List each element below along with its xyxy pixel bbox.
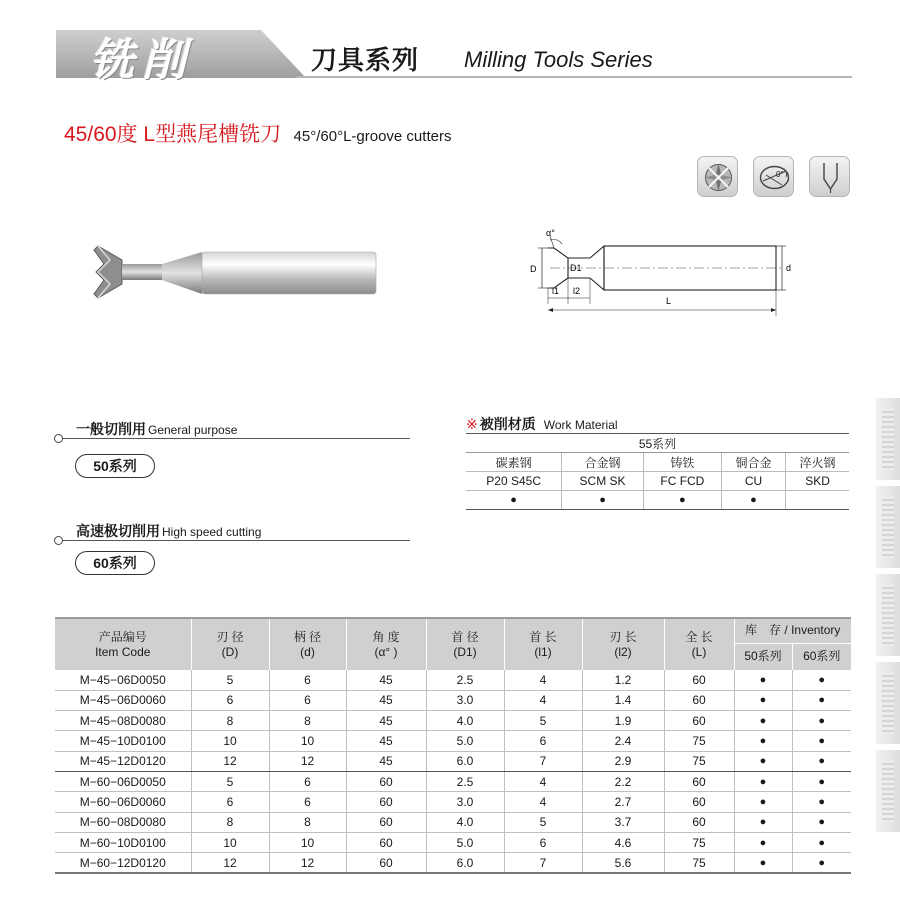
material-availability-dot: ● [466, 491, 562, 510]
inventory-dot-cell: ● [734, 690, 792, 710]
item-code-cell: M−45−08D0080 [55, 711, 191, 731]
spec-value-cell: 2.5 [426, 670, 504, 690]
technical-drawing [520, 224, 800, 324]
spec-value-cell: 12 [191, 751, 269, 771]
col-header-inv60: 60系列 [792, 643, 851, 670]
spec-value-cell: 5 [504, 711, 582, 731]
inventory-dot-cell: ● [734, 771, 792, 791]
spec-value-cell: 4 [504, 771, 582, 791]
spec-value-cell: 60 [664, 812, 734, 832]
inventory-dot-cell: ● [734, 731, 792, 751]
col-header-en: (d) [300, 644, 315, 659]
spec-value-cell: 2.5 [426, 771, 504, 791]
general-purpose-rule [60, 438, 410, 439]
spec-value-cell: 45 [346, 731, 426, 751]
col-header-cn: 全 长 [685, 629, 713, 644]
spec-value-cell: 2.9 [582, 751, 664, 771]
spec-value-cell: 60 [346, 832, 426, 852]
spec-value-cell: 10 [191, 731, 269, 751]
col-header-l2 [582, 618, 664, 670]
material-availability-dot: ● [721, 491, 785, 510]
col-header-L [664, 618, 734, 670]
material-code: FC FCD [643, 472, 721, 491]
spec-value-cell: 60 [664, 771, 734, 791]
dim-l1-label: l1 [552, 286, 560, 296]
col-header-cn: 柄 径 [293, 629, 322, 644]
spec-value-cell: 6.0 [426, 751, 504, 771]
spec-value-cell: 6 [504, 832, 582, 852]
edge-tab [876, 398, 900, 480]
inventory-dot-cell: ● [734, 711, 792, 731]
spec-value-cell: 75 [664, 853, 734, 873]
header-title-cn: 刀具系列 [311, 45, 420, 75]
col-header-cn: 角 度 [372, 629, 400, 644]
spec-value-cell: 6 [504, 731, 582, 751]
item-code-cell: M−60−06D0050 [55, 771, 191, 791]
spec-value-cell: 60 [346, 853, 426, 873]
material-name: 淬火钢 [786, 453, 849, 472]
spec-value-cell: 60 [346, 771, 426, 791]
col-header-angle [346, 618, 426, 670]
spec-value-cell: 6 [269, 670, 346, 690]
item-code-cell: M−60−10D0100 [55, 832, 191, 852]
item-code-cell: M−45−06D0060 [55, 690, 191, 710]
spec-value-cell: 45 [346, 670, 426, 690]
col-header-l1 [504, 618, 582, 670]
material-code: CU [721, 472, 785, 491]
spec-value-cell: 8 [191, 812, 269, 832]
inventory-dot-cell: ● [792, 751, 851, 771]
col-header-inv50: 50系列 [734, 643, 792, 670]
general-purpose-label [76, 419, 237, 439]
inventory-dot-cell: ● [792, 690, 851, 710]
inventory-dot-cell: ● [792, 711, 851, 731]
spec-value-cell: 60 [346, 812, 426, 832]
dovetail-tip-icon [809, 156, 850, 197]
spec-value-cell: 6.0 [426, 853, 504, 873]
spec-value-cell: 4 [504, 690, 582, 710]
spec-value-cell: 60 [664, 711, 734, 731]
work-material-heading [466, 414, 618, 434]
item-code-cell: M−60−06D0060 [55, 792, 191, 812]
spec-value-cell: 8 [269, 812, 346, 832]
inventory-dot-cell: ● [792, 812, 851, 832]
material-name: 铸铁 [643, 453, 721, 472]
edge-tab [876, 486, 900, 568]
spec-value-cell: 5 [191, 771, 269, 791]
spec-value-cell: 75 [664, 832, 734, 852]
edge-tab [876, 662, 900, 744]
material-availability-dot: ● [562, 491, 644, 510]
spec-value-cell: 5.6 [582, 853, 664, 873]
spec-value-cell: 5 [504, 812, 582, 832]
spec-value-cell: 75 [664, 731, 734, 751]
col-header-cn: 产品编号 [98, 629, 147, 644]
spec-value-cell: 10 [269, 731, 346, 751]
high-speed-rule [60, 540, 410, 541]
table-row [55, 670, 851, 690]
col-header-en: (L) [691, 644, 707, 659]
material-name: 铜合金 [721, 453, 785, 472]
material-code: P20 S45C [466, 472, 562, 491]
inventory-dot-cell: ● [734, 812, 792, 832]
spec-value-cell: 4.0 [426, 711, 504, 731]
spec-value-cell: 10 [191, 832, 269, 852]
table-row [55, 711, 851, 731]
spec-value-cell: 12 [269, 853, 346, 873]
spec-value-cell: 60 [346, 792, 426, 812]
material-availability-row [466, 491, 849, 510]
helix-angle-icon [753, 156, 794, 197]
work-material-series: 55系列 [466, 434, 849, 453]
spec-value-cell: 6 [269, 771, 346, 791]
dim-D1-label: D1 [570, 263, 582, 273]
col-header-D1 [426, 618, 504, 670]
inventory-dot-cell: ● [734, 670, 792, 690]
material-name: 合金钢 [562, 453, 644, 472]
dim-d-label: d [786, 263, 792, 273]
spec-value-cell: 6 [191, 690, 269, 710]
spec-value-cell: 2.2 [582, 771, 664, 791]
spec-value-cell: 7 [504, 751, 582, 771]
high-speed-label [76, 521, 261, 541]
high-speed-dot [54, 536, 63, 545]
spec-value-cell: 2.4 [582, 731, 664, 751]
spec-table-body [55, 670, 851, 873]
col-header-en: (l1) [534, 644, 552, 659]
col-header-en: (D) [221, 644, 239, 659]
edge-tab [876, 574, 900, 656]
spec-value-cell: 5.0 [426, 731, 504, 751]
spec-value-cell: 45 [346, 711, 426, 731]
material-name: 碳素钢 [466, 453, 562, 472]
product-title-cn: 45/60度 L型燕尾槽铣刀 [64, 123, 282, 146]
spec-value-cell: 5 [191, 670, 269, 690]
spec-value-cell: 10 [269, 832, 346, 852]
col-header-cn: 刃 长 [609, 629, 637, 644]
item-code-cell: M−45−06D0050 [55, 670, 191, 690]
inventory-dot-cell: ● [734, 832, 792, 852]
spec-value-cell: 4.0 [426, 812, 504, 832]
material-name-row [466, 453, 849, 472]
col-header-cn: 刃 径 [216, 629, 244, 644]
spec-value-cell: 7 [504, 853, 582, 873]
inventory-dot-cell: ● [792, 832, 851, 852]
material-code: SCM SK [562, 472, 644, 491]
spec-value-cell: 6 [191, 792, 269, 812]
col-header-cn: 首 径 [451, 629, 479, 644]
spec-value-cell: 6 [269, 690, 346, 710]
high-speed-cn: 高速极切削用 [76, 523, 160, 539]
work-material-mark: ※ [466, 416, 478, 432]
col-header-cn: 首 长 [529, 629, 557, 644]
material-availability-dot [786, 491, 849, 510]
high-speed-en: High speed cutting [162, 525, 262, 539]
general-purpose-en: General purpose [148, 423, 238, 437]
header-band-text: 铣削 [90, 35, 194, 86]
dim-alpha-label: α° [546, 228, 555, 238]
spec-value-cell: 1.9 [582, 711, 664, 731]
inventory-dot-cell: ● [734, 853, 792, 873]
general-purpose-cn: 一般切削用 [76, 421, 146, 437]
work-material-table [466, 433, 849, 510]
item-code-cell: M−60−12D0120 [55, 853, 191, 873]
col-header-en: (D1) [453, 644, 477, 659]
spec-value-cell: 3.0 [426, 792, 504, 812]
spec-value-cell: 3.7 [582, 812, 664, 832]
spec-value-cell: 6 [269, 792, 346, 812]
spec-value-cell: 4 [504, 792, 582, 812]
spec-value-cell: 12 [191, 853, 269, 873]
table-row [55, 771, 851, 791]
spec-value-cell: 5.0 [426, 832, 504, 852]
material-code-row [466, 472, 849, 491]
spec-value-cell: 60 [664, 792, 734, 812]
helix-angle-label: 0° [776, 170, 784, 179]
material-availability-dot: ● [643, 491, 721, 510]
header [0, 0, 900, 90]
series-60-badge: 60系列 [75, 551, 155, 575]
spec-value-cell: 60 [664, 670, 734, 690]
spec-value-cell: 45 [346, 751, 426, 771]
table-row [55, 812, 851, 832]
material-code: SKD [786, 472, 849, 491]
inventory-dot-cell: ● [792, 853, 851, 873]
edge-tab [876, 750, 900, 832]
col-header-en: Item Code [95, 644, 151, 659]
spec-value-cell: 8 [269, 711, 346, 731]
four-flute-icon [697, 156, 738, 197]
dim-l2-label: l2 [573, 286, 581, 296]
spec-value-cell: 8 [191, 711, 269, 731]
inventory-dot-cell: ● [792, 731, 851, 751]
item-code-cell: M−45−12D0120 [55, 751, 191, 771]
spec-value-cell: 12 [269, 751, 346, 771]
tool-photo [92, 238, 382, 308]
work-material-title-cn: 被削材质 [479, 416, 536, 432]
spec-value-cell: 75 [664, 751, 734, 771]
spec-value-cell: 3.0 [426, 690, 504, 710]
spec-value-cell: 4 [504, 670, 582, 690]
spec-value-cell: 60 [664, 690, 734, 710]
series-50-badge: 50系列 [75, 454, 155, 478]
col-header-item-code [55, 618, 191, 670]
inventory-dot-cell: ● [734, 751, 792, 771]
product-title-en: 45°/60°L-groove cutters [293, 128, 452, 145]
inventory-dot-cell: ● [792, 670, 851, 690]
spec-value-cell: 1.2 [582, 670, 664, 690]
inventory-dot-cell: ● [792, 771, 851, 791]
col-header-shank [269, 618, 346, 670]
col-header-en: (l2) [614, 644, 632, 659]
spec-value-cell: 4.6 [582, 832, 664, 852]
table-row [55, 792, 851, 812]
table-row [55, 731, 851, 751]
col-header-inventory: 库 存 / Inventory [734, 618, 851, 643]
table-row [55, 751, 851, 771]
table-row [55, 690, 851, 710]
general-purpose-dot [54, 434, 63, 443]
header-title-en: Milling Tools Series [464, 47, 653, 72]
dim-L-label: L [666, 296, 672, 306]
item-code-cell: M−45−10D0100 [55, 731, 191, 751]
spec-value-cell: 2.7 [582, 792, 664, 812]
item-code-cell: M−60−08D0080 [55, 812, 191, 832]
spec-table [55, 617, 851, 874]
dim-D-label: D [530, 264, 537, 274]
inventory-dot-cell: ● [734, 792, 792, 812]
table-row [55, 832, 851, 852]
work-material-title-en: Work Material [543, 418, 618, 432]
spec-value-cell: 1.4 [582, 690, 664, 710]
table-row [55, 853, 851, 873]
spec-value-cell: 45 [346, 690, 426, 710]
col-header-en: (α° ) [374, 644, 398, 659]
product-title [64, 118, 451, 148]
inventory-dot-cell: ● [792, 792, 851, 812]
col-header-D [191, 618, 269, 670]
